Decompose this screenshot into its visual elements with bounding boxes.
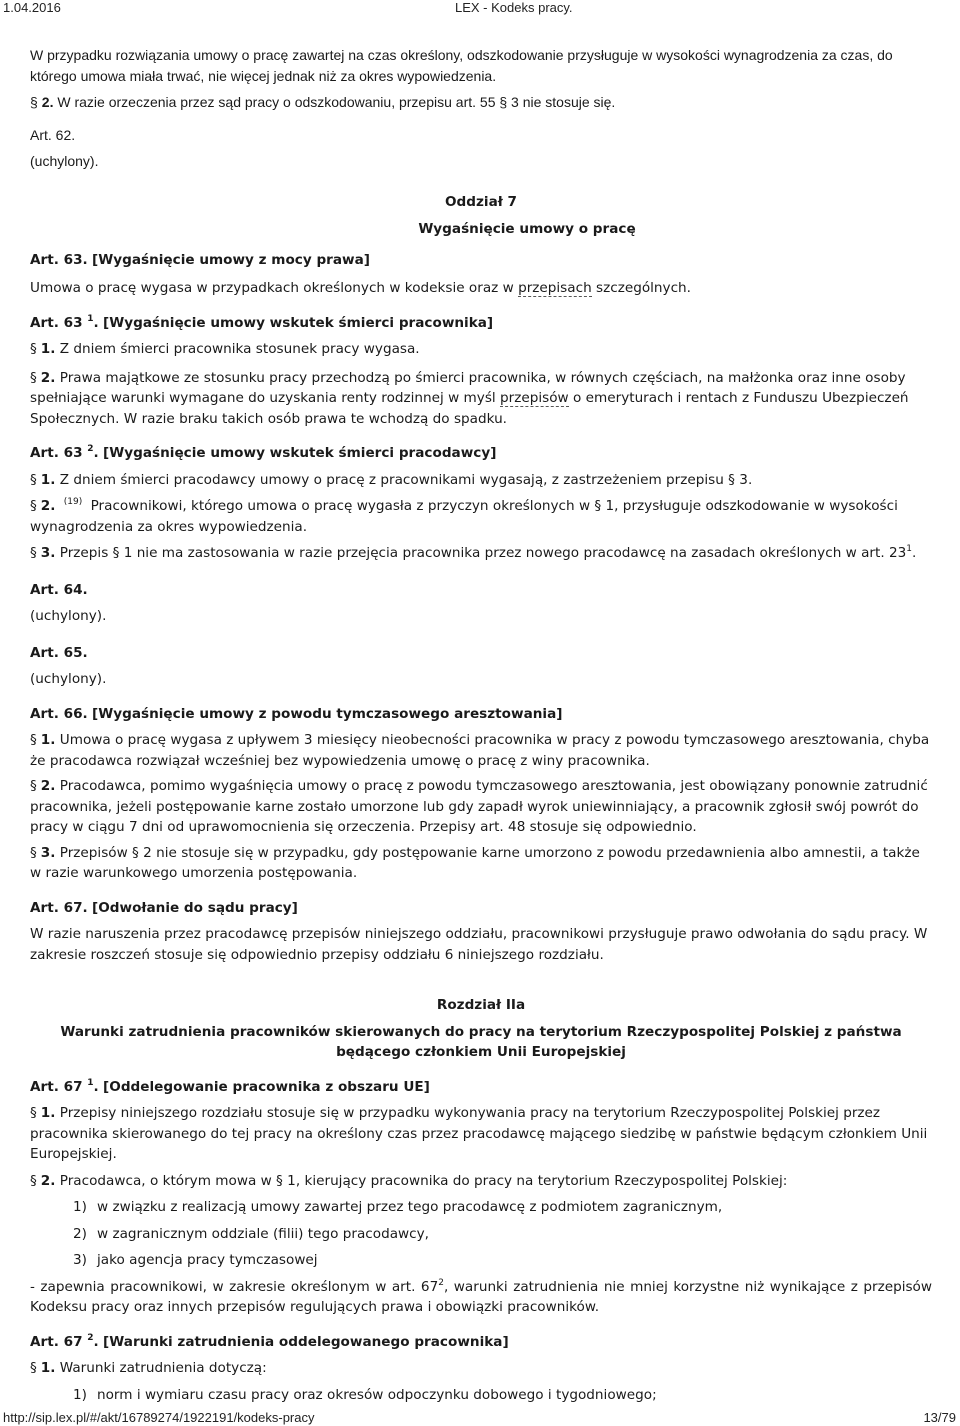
section-sign: §	[30, 1105, 37, 1121]
section-label: 2.	[40, 778, 56, 794]
article-65	[30, 643, 932, 664]
section-label: 1.	[40, 732, 56, 748]
article-label: Art. 67 $^2$.	[30, 1332, 99, 1350]
section-sign: §	[30, 369, 37, 386]
section-text: Umowa o pracę wygasa z upływem 3 miesięcy nieobecności pracownika w pracy z powodu tymczasowego aresztowania, chyba że pracodawca rozwiązał wcześniej bez wypowiedzenia umowę o pracę z winy pracownika.	[30, 732, 930, 769]
section-2	[30, 1171, 932, 1192]
text-run: szczególnych.	[591, 280, 691, 296]
section-label: 2.	[40, 369, 56, 386]
section-sign: §	[30, 778, 37, 794]
section-2	[30, 368, 932, 430]
list-text: w związku z realizacją umowy zawartej przez tego pracodawcę z podmiotem zagranicznym,	[97, 1199, 723, 1215]
section-label: 1.	[40, 1360, 56, 1376]
section-1	[30, 1103, 932, 1165]
article-label: Art. 65.	[30, 644, 88, 661]
article-label: Art. 63.	[30, 251, 88, 268]
list-text: w zagranicznym oddziale (filii) tego pracodawcy,	[97, 1225, 429, 1242]
text-run: Prawa majątkowe ze stosunku pracy przechodzą po śmierci pracownika, w równych częściach, na małżonka oraz inne osoby spełniające warunki wymagane do uzyskania renty rodzinnej w myśl	[30, 369, 906, 406]
section-1	[30, 1358, 932, 1379]
list-number: 1)	[73, 1199, 87, 1215]
article-67-2-heading	[30, 1332, 932, 1353]
article-label: Art. 67.	[30, 899, 88, 916]
article-label: Art. 64.	[30, 581, 88, 598]
document-body	[30, 45, 932, 1411]
section-sign: §	[30, 341, 37, 357]
przepisach-link[interactable]: przepisach	[518, 280, 592, 296]
article-65-text: (uchylony).	[30, 671, 107, 687]
article-title: [Warunki zatrudnienia oddelegowanego pracownika]	[103, 1333, 509, 1350]
article-label: Art. 67 $^1$.	[30, 1077, 99, 1095]
list-number: 2)	[73, 1225, 87, 1242]
section-text: W razie orzeczenia przez sąd pracy o odszkodowaniu, przepisu art. 55 § 3 nie stosuje się.	[57, 94, 616, 110]
page-number: 13/79	[923, 1410, 956, 1425]
article-67-1-heading	[30, 1077, 932, 1098]
text-run: .	[912, 545, 917, 561]
list-item	[30, 1224, 932, 1245]
section-text: Pracownikowi, którego umowa o pracę wygasła z przyczyn określonych w § 1, przysługuje odszkodowanie w wysokości wynagrodzenia za okres wypowiedzenia.	[30, 498, 898, 535]
przepisow-link[interactable]: przepisów	[500, 390, 569, 406]
section-label: 2.	[40, 1172, 56, 1189]
text-run: - zapewnia pracownikowi, w zakresie określonym w art. 67	[30, 1278, 439, 1295]
print-header	[0, 0, 960, 18]
article-title: [Wygaśnięcie umowy z mocy prawa]	[92, 251, 371, 268]
article-label: Art. 63 $^2$.	[30, 444, 99, 461]
article-title: [Wygaśnięcie umowy wskutek śmierci pracownika]	[103, 314, 494, 331]
section-1	[30, 339, 932, 360]
section-text: Przepisów § 2 nie stosuje się w przypadku, gdy postępowanie karne umorzono z powodu przedawnienia albo amnestii, a także w razie warunkowego umorzenia postępowania.	[30, 844, 920, 881]
print-footer	[0, 1408, 960, 1426]
article-63-heading	[30, 250, 932, 271]
rozdzial-subtitle: Warunki zatrudnienia pracowników skierowanych do pracy na terytorium Rzeczypospolitej Polskiej z państwa będącego członkiem Unii Europejskiej	[60, 1023, 902, 1060]
section-2	[30, 496, 932, 537]
section-text: Z dniem śmierci pracodawcy umowy o pracę z pracownikami wygasają, z zastrzeżeniem przepisu § 3.	[59, 471, 753, 488]
section-text: Pracodawca, o którym mowa w § 1, kierujący pracownika do pracy na terytorium Rzeczypospolitej Polskiej:	[59, 1172, 788, 1189]
text-run: , warunki zatrudnienia nie mniej korzystne niż wynikające z przepisów Kodeksu pracy oraz innych przepisów regulujących prawa i obowiązki pracowników.	[30, 1278, 932, 1315]
section-sign: §	[30, 498, 37, 514]
article-62-text: (uchylony).	[30, 153, 99, 169]
section-sign: §	[30, 471, 37, 488]
section-text: Z dniem śmierci pracownika stosunek pracy wygasa.	[59, 341, 420, 357]
page-url: http://sip.lex.pl/#/akt/16789274/1922191/kodeks-pracy	[3, 1410, 315, 1425]
section-label: 1.	[40, 471, 56, 488]
section-text: Przepis § 1 nie ma zastosowania w razie przejęcia pracownika przez nowego pracodawcę na zasadach określonych w art. 23	[59, 545, 907, 561]
section-text: Warunki zatrudnienia dotyczą:	[59, 1360, 267, 1376]
section-label: 1.	[40, 341, 56, 357]
section-label: 3.	[40, 844, 56, 861]
article-64-text: (uchylony).	[30, 608, 107, 624]
article-64	[30, 580, 932, 601]
section-sign: §	[30, 94, 38, 110]
section-3	[30, 843, 932, 884]
list-item	[30, 1197, 932, 1218]
superscript: 2	[438, 1277, 444, 1288]
article-63-2-heading	[30, 443, 932, 464]
section-2	[30, 92, 932, 113]
superscript: 1	[906, 544, 912, 554]
enumeration-list	[30, 1197, 932, 1271]
oddzial-title: Oddział 7	[445, 193, 517, 210]
article-title: [Odwołanie do sądu pracy]	[92, 899, 298, 916]
section-text: Pracodawca, pomimo wygaśnięcia umowy o pracę z powodu tymczasowego aresztowania, jest obowiązany ponownie zatrudnić pracownika, jeżeli postępowanie karne zostało umorzone lub gdy zapadł wyrok uniewinniający, a pracownik zgłosił swój powrót do pracy w ciągu 7 dni od uprawomocnienia się orzeczenia. Przepisy art. 48 stosuje się odpowiednio.	[30, 778, 928, 835]
article-67-heading	[30, 898, 932, 919]
section-3	[30, 543, 932, 564]
print-date: 1.04.2016	[3, 0, 61, 15]
section-label: 2.	[41, 94, 54, 110]
list-tail	[30, 1277, 932, 1318]
article-label: Art. 62.	[30, 126, 76, 143]
paragraph: W przypadku rozwiązania umowy o pracę zawartej na czas określony, odszkodowanie przysługuje w wysokości wynagrodzenia za czas, do którego umowa miała trwać, nie więcej jednak niż za okres wypowiedzenia.	[30, 47, 893, 84]
section-text: Przepisy niniejszego rozdziału stosuje się w przypadku wykonywania pracy na terytorium Rzeczypospolitej Polskiej przez pracownika skierowanego do tej pracy na określony czas przez pracodawcę mającego siedzibę w państwie będącym członkiem Unii Europejskiej.	[30, 1105, 928, 1162]
article-63-1-heading	[30, 313, 932, 334]
list-text: jako agencja pracy tymczasowej	[97, 1252, 318, 1268]
section-sign: §	[30, 732, 37, 748]
text-run: o emeryturach i rentach z Funduszu Ubezpieczeń Społecznych. W razie braku takich osób prawa te wchodzą do spadku.	[30, 390, 909, 427]
article-title: [Wygaśnięcie umowy wskutek śmierci pracodawcy]	[103, 445, 497, 461]
section-1	[30, 470, 932, 491]
list-number: 1)	[73, 1386, 87, 1403]
section-label: 2.	[40, 498, 56, 514]
section-2	[30, 776, 932, 838]
list-text: norm i wymiaru czasu pracy oraz okresów odpoczynku dobowego i tygodniowego;	[97, 1386, 657, 1403]
list-number: 3)	[73, 1252, 87, 1268]
section-sign: §	[30, 1172, 37, 1189]
article-title: [Oddelegowanie pracownika z obszaru UE]	[103, 1078, 430, 1095]
section-label: 1.	[40, 1105, 56, 1121]
section-sign: §	[30, 545, 37, 561]
section-1	[30, 730, 932, 771]
article-66-heading	[30, 704, 932, 725]
article-title: [Wygaśnięcie umowy z powodu tymczasowego aresztowania]	[92, 705, 563, 722]
article-67-text: W razie naruszenia przez pracodawcę przepisów niniejszego oddziału, pracownikowi przysługuje prawo odwołania do sądu pracy. W zakresie roszczeń stosuje się odpowiednio przepisy oddziału 6 niniejszego rozdziału.	[30, 926, 928, 963]
text-run: Umowa o pracę wygasa w przypadkach określonych w kodeksie oraz w	[30, 280, 519, 296]
oddzial-subtitle: Wygaśnięcie umowy o pracę	[418, 221, 636, 237]
article-62	[30, 125, 932, 146]
section-label: 3.	[40, 545, 56, 561]
list-item	[30, 1385, 932, 1406]
article-63-text	[30, 278, 932, 299]
article-label: Art. 63 $^1$.	[30, 313, 99, 331]
page-title: LEX - Kodeks pracy.	[455, 0, 573, 15]
list-item	[30, 1250, 932, 1271]
section-sign: §	[30, 844, 37, 861]
rozdzial-title: Rozdział IIa	[436, 997, 526, 1013]
section-sign: §	[30, 1360, 37, 1376]
footnote-ref[interactable]: (19)	[63, 497, 83, 507]
article-label: Art. 66.	[30, 705, 88, 722]
